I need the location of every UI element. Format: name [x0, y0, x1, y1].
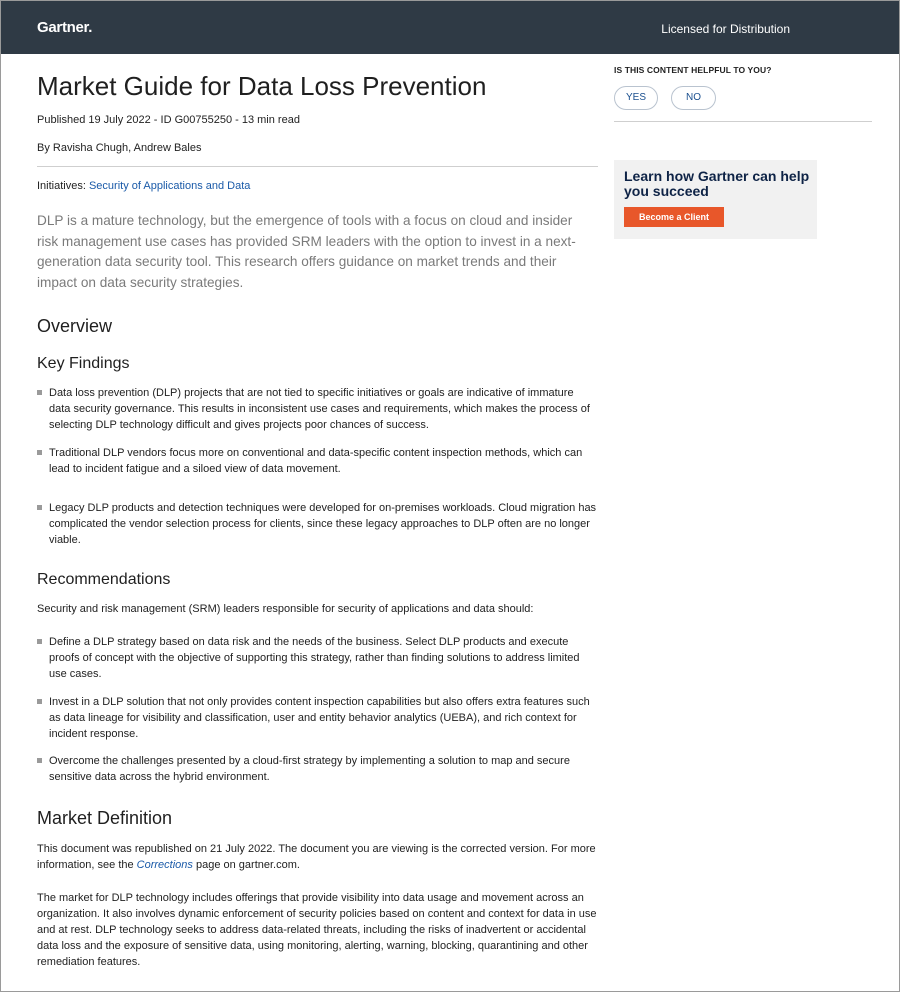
key-finding-item — [37, 500, 597, 548]
recommendation-item — [37, 753, 597, 785]
market-definition-heading: Market Definition — [37, 808, 173, 828]
bullet-square-icon — [37, 505, 42, 510]
bullet-square-icon — [37, 450, 42, 455]
recommendations-heading: Recommendations — [37, 571, 171, 588]
logo-dot: . — [88, 19, 93, 36]
key-finding-item — [37, 445, 597, 477]
recommendation-text: Define a DLP strategy based on data risk and the needs of the business. Select DLP products and execute proofs of concept with the objective of supporting this strategy, rather than finding solutions to address limited use cases. — [49, 636, 580, 680]
overview-heading: Overview — [37, 316, 113, 336]
become-client-button[interactable]: Become a Client — [624, 207, 724, 227]
summary-paragraph: DLP is a mature technology, but the emergence of tools with a focus on cloud and insider risk management use cases has provided SRM leaders with the option to invest in a next-generation data security tool. This research offers guidance on market trends and their impact on data security strategies. — [37, 213, 576, 290]
republished-note — [37, 841, 597, 873]
recommendation-item — [37, 634, 597, 682]
key-finding-item — [37, 385, 597, 433]
bullet-square-icon — [37, 390, 42, 395]
corrections-link[interactable]: Corrections — [136, 859, 193, 871]
recommendation-item — [37, 694, 597, 742]
page-title: Market Guide for Data Loss Prevention — [37, 71, 487, 101]
yes-button[interactable]: YES — [614, 86, 658, 110]
recommendation-text: Overcome the challenges presented by a cloud-first strategy by implementing a solution to map and secure sensitive data across the hybrid environment. — [49, 755, 570, 783]
bullet-square-icon — [37, 699, 42, 704]
initiatives-link[interactable]: Security of Applications and Data — [88, 180, 251, 192]
client-promo-box — [614, 160, 817, 239]
recommendations-intro: Security and risk management (SRM) leaders responsible for security of applications and data should: — [37, 603, 534, 615]
publication-meta: Published 19 July 2022 - ID G00755250 - 13 min read — [37, 114, 300, 126]
gartner-logo[interactable] — [37, 19, 92, 36]
republished-text-before: This document was republished on 21 July 2022. The document you are viewing is the corrected version. For more information, see the — [37, 843, 596, 871]
key-findings-heading: Key Findings — [37, 355, 130, 372]
no-button[interactable]: NO — [671, 86, 716, 110]
bullet-square-icon — [37, 758, 42, 763]
bullet-square-icon — [37, 639, 42, 644]
key-finding-text: Data loss prevention (DLP) projects that are not tied to specific initiatives or goals are indicative of immature data security governance. This results in inconsistent use cases and requirements, which makes the process of selecting DLP technology difficult and gives projects poor chances of success. — [49, 387, 590, 431]
initiatives-label: Initiatives: — [37, 180, 89, 192]
sidebar-divider — [614, 121, 872, 122]
initiatives-line — [37, 180, 250, 192]
recommendation-text: Invest in a DLP solution that not only provides content inspection capabilities but also offers extra features such as data lineage for visibility and classification, user and entity behavior analytics (UEBA), and rich context for incident response. — [49, 696, 590, 740]
market-definition-body: The market for DLP technology includes offerings that provide visibility into data usage and movement across an organization. It also involves dynamic enforcement of security policies based on content and context for data in use and at rest. DLP technology seeks to address data-related threats, including the risks of inadvertent or accidental data loss and the exposure of sensitive data, using monitoring, alerting, warning, blocking, quarantining and other remediation features. — [37, 892, 597, 968]
republished-text-after: page on gartner.com. — [192, 859, 300, 871]
top-header-bar — [1, 1, 899, 54]
promo-title: Learn how Gartner can help you succeed — [624, 168, 810, 199]
key-finding-text: Traditional DLP vendors focus more on conventional and data-specific content inspection methods, which can lead to incident fatigue and a siloed view of data movement. — [49, 447, 583, 475]
authors-line: By Ravisha Chugh, Andrew Bales — [37, 142, 202, 154]
logo-text: Gartner — [37, 19, 89, 36]
license-label: Licensed for Distribution — [661, 22, 790, 36]
helpful-question: IS THIS CONTENT HELPFUL TO YOU? — [614, 65, 772, 75]
divider — [37, 166, 598, 167]
key-finding-text: Legacy DLP products and detection techniques were developed for on-premises workloads. Cloud migration has complicated the vendor selection process for clients, since these legacy approaches to DLP often are no longer viable. — [49, 502, 597, 546]
